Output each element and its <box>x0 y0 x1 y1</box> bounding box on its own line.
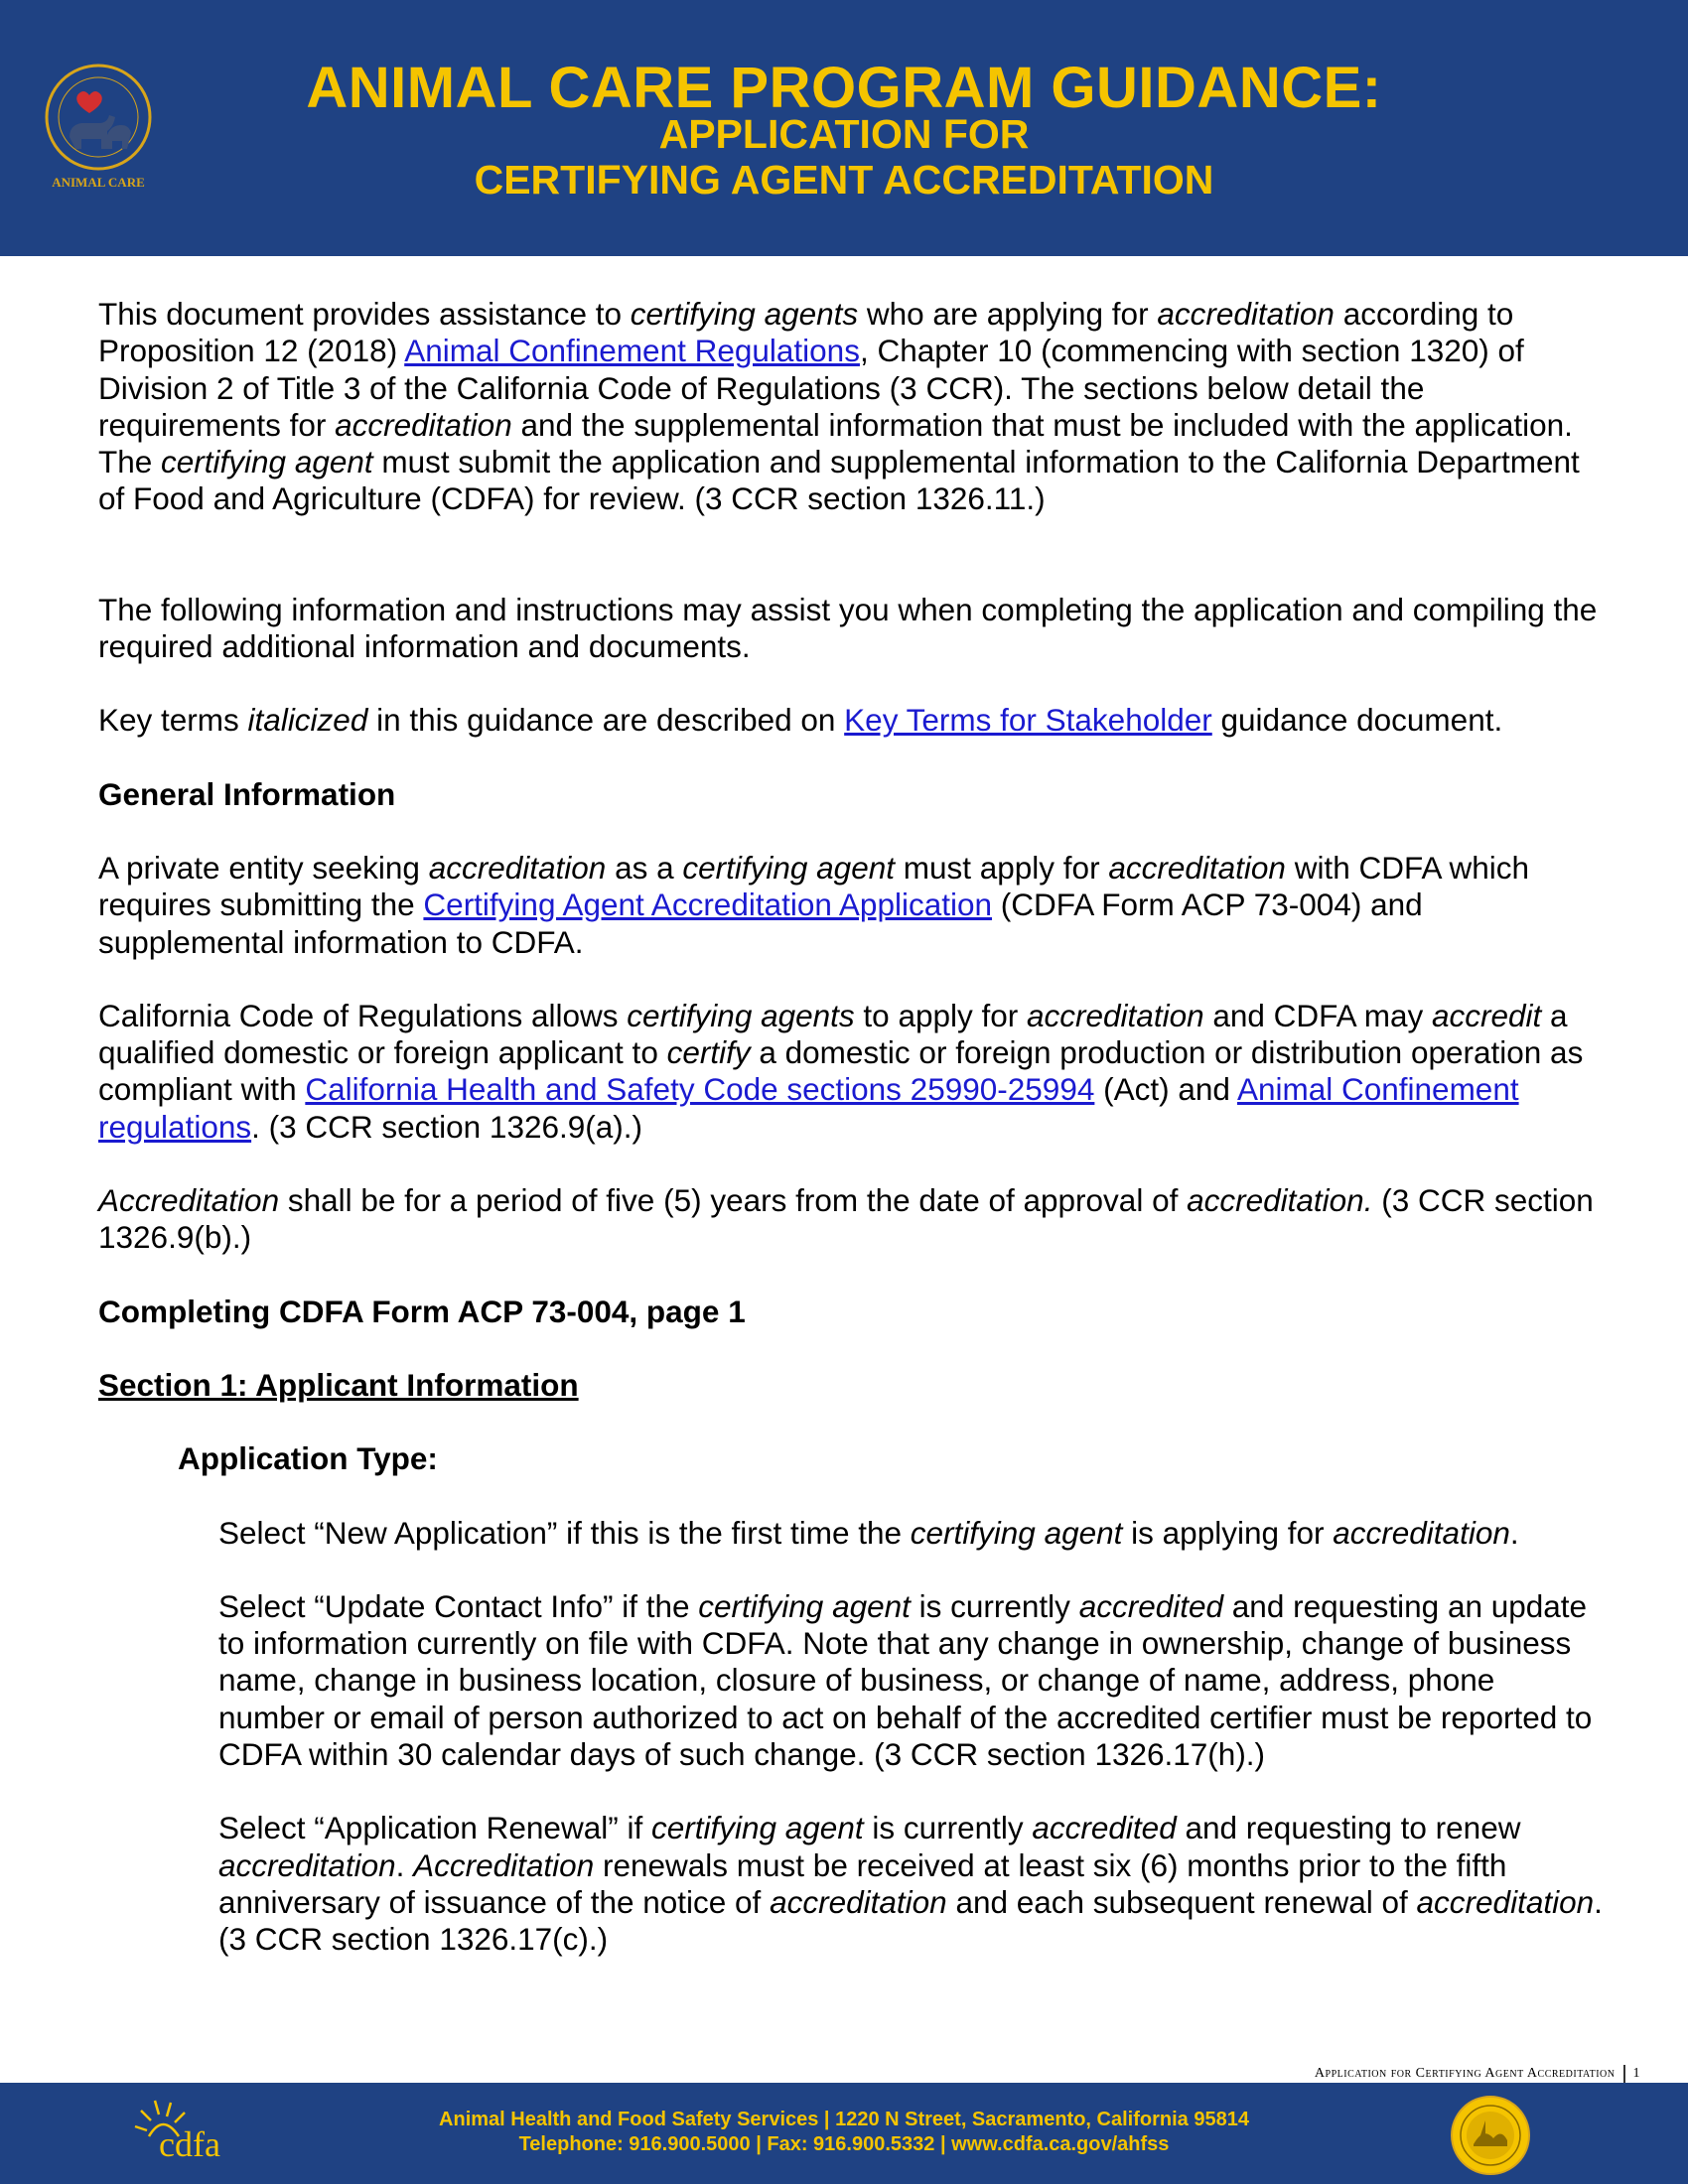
svg-text:ANIMAL CARE: ANIMAL CARE <box>52 175 145 190</box>
completing-form-heading: Completing CDFA Form ACP 73-004, page 1 <box>98 1293 746 1329</box>
update-contact-paragraph: Select “Update Contact Info” if the certifying agent is currently accredited and requesting an update to information currently on file with CDFA. Note that any change in ownership, change of business name, change in business location, closure of business, or change of name, address, phone number or email of person authorized to act on behalf of the accredited certifier must be reported to CDFA within 30 calendar days of such change. (3 CCR section 1326.17(h).) <box>218 1587 1593 1773</box>
animal-confinement-regulations-link-2[interactable]: Animal Confinement regulations <box>98 1071 1519 1145</box>
application-renewal-paragraph: Select “Application Renewal” if certifying agent is currently accredited and requesting to renew accreditation. Accreditation renewals must be received at least six (6) months prior to the fifth anniversary of issuance of the notice of accreditation and each subsequent renewal of accreditation. (3 CCR section 1326.17(c).) <box>218 1810 1603 1958</box>
new-application-paragraph: Select “New Application” if this is the first time the certifying agent is applying for accreditation. <box>218 1514 1519 1551</box>
subtitle-line-2: CERTIFYING AGENT ACCREDITATION <box>474 157 1214 203</box>
page-header <box>0 0 1688 256</box>
health-safety-code-link[interactable]: California Health and Safety Code sections 25990-25994 <box>305 1071 1095 1108</box>
general-information-heading: General Information <box>98 775 396 812</box>
intro-paragraph-1: This document provides assistance to certifying agents who are applying for accreditation according to Proposition 12 (2018) Animal Confinement Regulations, Chapter 10 (commencing with section 1320) of Division 2 of Title 3 of the California Code of Regulations (3 CCR). The sections below detail the requirements for accreditation and the supplemental information that must be included with the application. The certifying agent must submit the application and supplemental information to the California Department of Food and Agriculture (CDFA) for review. (3 CCR section 1326.11.) <box>98 296 1580 517</box>
page-footer <box>0 2083 1688 2184</box>
subtitle-line-1: APPLICATION FOR <box>658 111 1030 157</box>
footer-contact: Telephone: 916.900.5000 | Fax: 916.900.5332 | www.cdfa.ca.gov/ahfss <box>518 2133 1170 2155</box>
svg-text:cdfa: cdfa <box>159 2124 220 2164</box>
california-seal-icon <box>1450 2095 1531 2176</box>
general-paragraph-1: A private entity seeking accreditation as a certifying agent must apply for accreditation with CDFA which requires submitting the Certifying Agent Accreditation Application (CDFA Form ACP 73-004) and supplemental information to CDFA. <box>98 849 1530 960</box>
footer-address: Animal Health and Food Safety Services | 1220 N Street, Sacramento, California 95814 <box>439 2109 1249 2130</box>
section-1-heading: Section 1: Applicant Information <box>98 1366 579 1403</box>
page-subtitle <box>0 111 1688 203</box>
page-number: 1 <box>1632 2066 1640 2082</box>
divider <box>1623 2065 1625 2083</box>
page-title: ANIMAL CARE PROGRAM GUIDANCE: <box>306 56 1382 120</box>
general-paragraph-2: California Code of Regulations allows certifying agents to apply for accreditation and CDFA may accredit a qualified domestic or foreign applicant to certify a domestic or foreign production or distribution operation as compliant with California Health and Safety Code sections 25990-25994 (Act) and Animal Confinement regulations. (3 CCR section 1326.9(a).) <box>98 997 1584 1145</box>
intro-paragraph-3: Key terms italicized in this guidance are described on Key Terms for Stakeholder guidance document. <box>98 702 1503 739</box>
document-body <box>98 296 1608 1959</box>
application-type-heading: Application Type: <box>178 1440 438 1477</box>
application-form-link[interactable]: Certifying Agent Accreditation Application <box>423 887 993 923</box>
running-footer-title: Application for Certifying Agent Accreditation <box>1314 2066 1616 2082</box>
general-paragraph-3: Accreditation shall be for a period of five (5) years from the date of approval of accreditation. (3 CCR section 1326.9(b).) <box>98 1182 1594 1256</box>
key-terms-link[interactable]: Key Terms for Stakeholder <box>844 702 1212 739</box>
animal-confinement-regulations-link[interactable]: Animal Confinement Regulations <box>404 333 860 369</box>
running-footer <box>1315 2065 1640 2083</box>
intro-paragraph-2: The following information and instructions may assist you when completing the application and compiling the required additional information and documents. <box>98 591 1598 665</box>
